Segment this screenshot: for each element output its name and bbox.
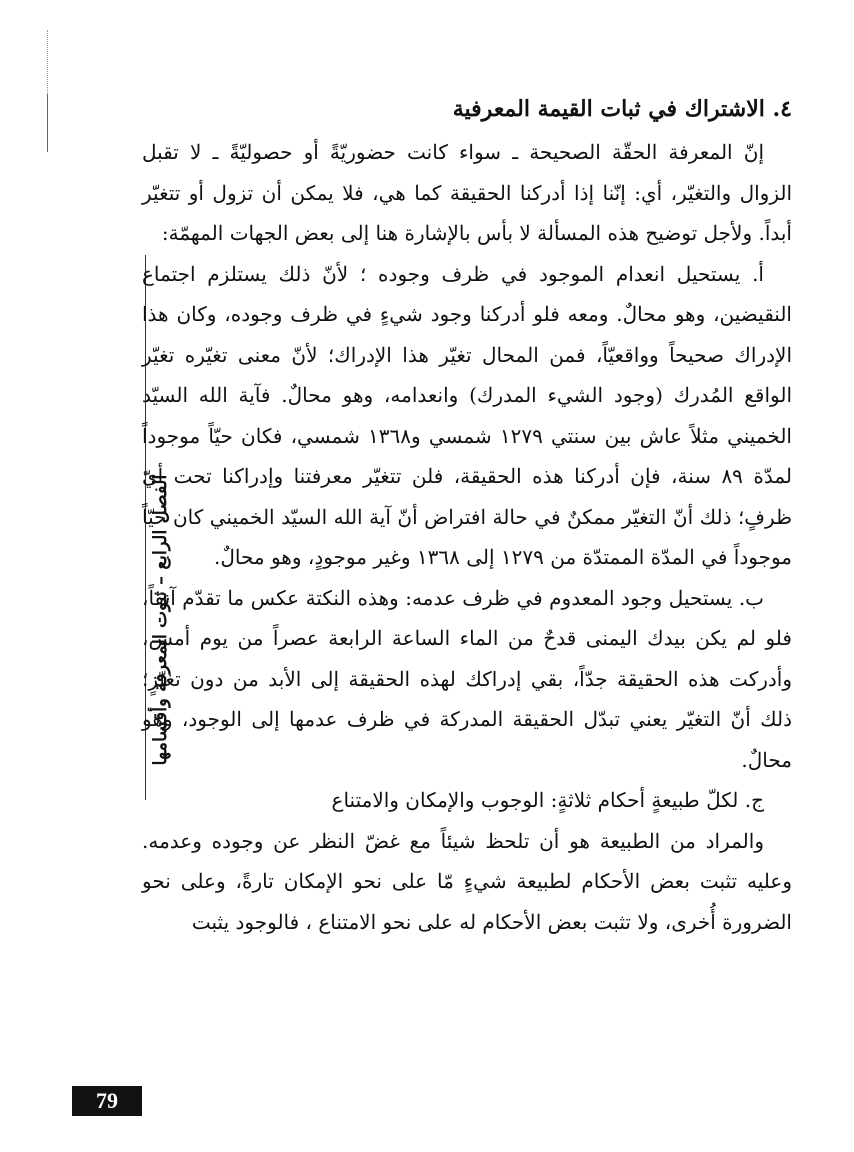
body-text [142,132,792,942]
running-chapter-title: الفصل الرابع – ثبوت المعرفة وأقسامها [149,474,171,766]
paragraph-point-c-heading: ج. لكلّ طبيعةٍ أحكام ثلاثةٍ: الوجوب والإمكان والامتناع [331,788,764,812]
page-number: 79 [72,1086,142,1116]
margin-solid-line [47,94,48,152]
paragraph-point-a: أ. يستحيل انعدام الموجود في ظرف وجوده ؛ لأنّ ذلك يستلزم اجتماع النقيضين، وهو محالٌ. ومعه فلو أدركنا وجود شيءٍ في ظرف وجوده، وكان هذا الإدراك صحيحاً وواقعيّاً، فمن المحال تغيّر هذا الإدراك؛ لأنّ معنى تغيّره تغيّر الواقع المُدرك (وجود الشيء المدرك) وانعدامه، وهو محالٌ. فآية الله السيّد الخميني مثلاً عاش بين سنتي ١٢٧٩ شمسي و١٣٦٨ شمسي، فكان حيّاً موجوداً لمدّة ٨٩ سنة، فإن أدركنا هذه الحقيقة، فلن تتغيّر معرفتنا وإدراكنا تحت أيّ ظرفٍ؛ ذلك أنّ التغيّر ممكنٌ في حالة افتراض أنّ آية الله السيّد الخميني كان حيّاً موجوداً في المدّة الممتدّة من ١٢٧٩ إلى ١٣٦٨ وغير موجودٍ، وهو محالٌ. [142,261,792,569]
section-heading: ٤. الاشتراك في ثبات القيمة المعرفية [452,96,792,122]
paragraph-point-b: ب. يستحيل وجود المعدوم في ظرف عدمه: وهذه النكتة عكس ما تقدّم آنفاً، فلو لم يكن بيدك اليمنى قدحٌ من الماء الساعة الرابعة عصراً من يوم أمس، وأدركت هذه الحقيقة جدّاً، بقي إدراكك لهذه الحقيقة إلى الأبد من دون تغيّرٍ؛ ذلك أنّ التغيّر يعني تبدّل الحقيقة المدركة في ظرف عدمها إلى الوجود، وهو محالٌ. [142,585,792,772]
paragraph-intro: إنّ المعرفة الحقّة الصحيحة ـ سواء كانت حضوريّةً أو حصوليّةً ـ لا تقبل الزوال والتغيّر، أي: إنّنا إذا أدركنا الحقيقة كما هي، فلا يمكن أن تزول أو تتغيّر أبداً. ولأجل توضيح هذه المسألة لا بأس بالإشارة هنا إلى بعض الجهات المهمّة: [142,140,792,245]
paragraph-point-c-body: والمراد من الطبيعة هو أن تلحظ شيئاً مع غضّ النظر عن وجوده وعدمه. وعليه تثبت بعض الأحكام لطبيعة شيءٍ مّا على نحو الإمكان تارةً، وعلى نحو الضرورة أُخرى، ولا تثبت بعض الأحكام له على نحو الامتناع ، فالوجود يثبت [142,828,792,934]
